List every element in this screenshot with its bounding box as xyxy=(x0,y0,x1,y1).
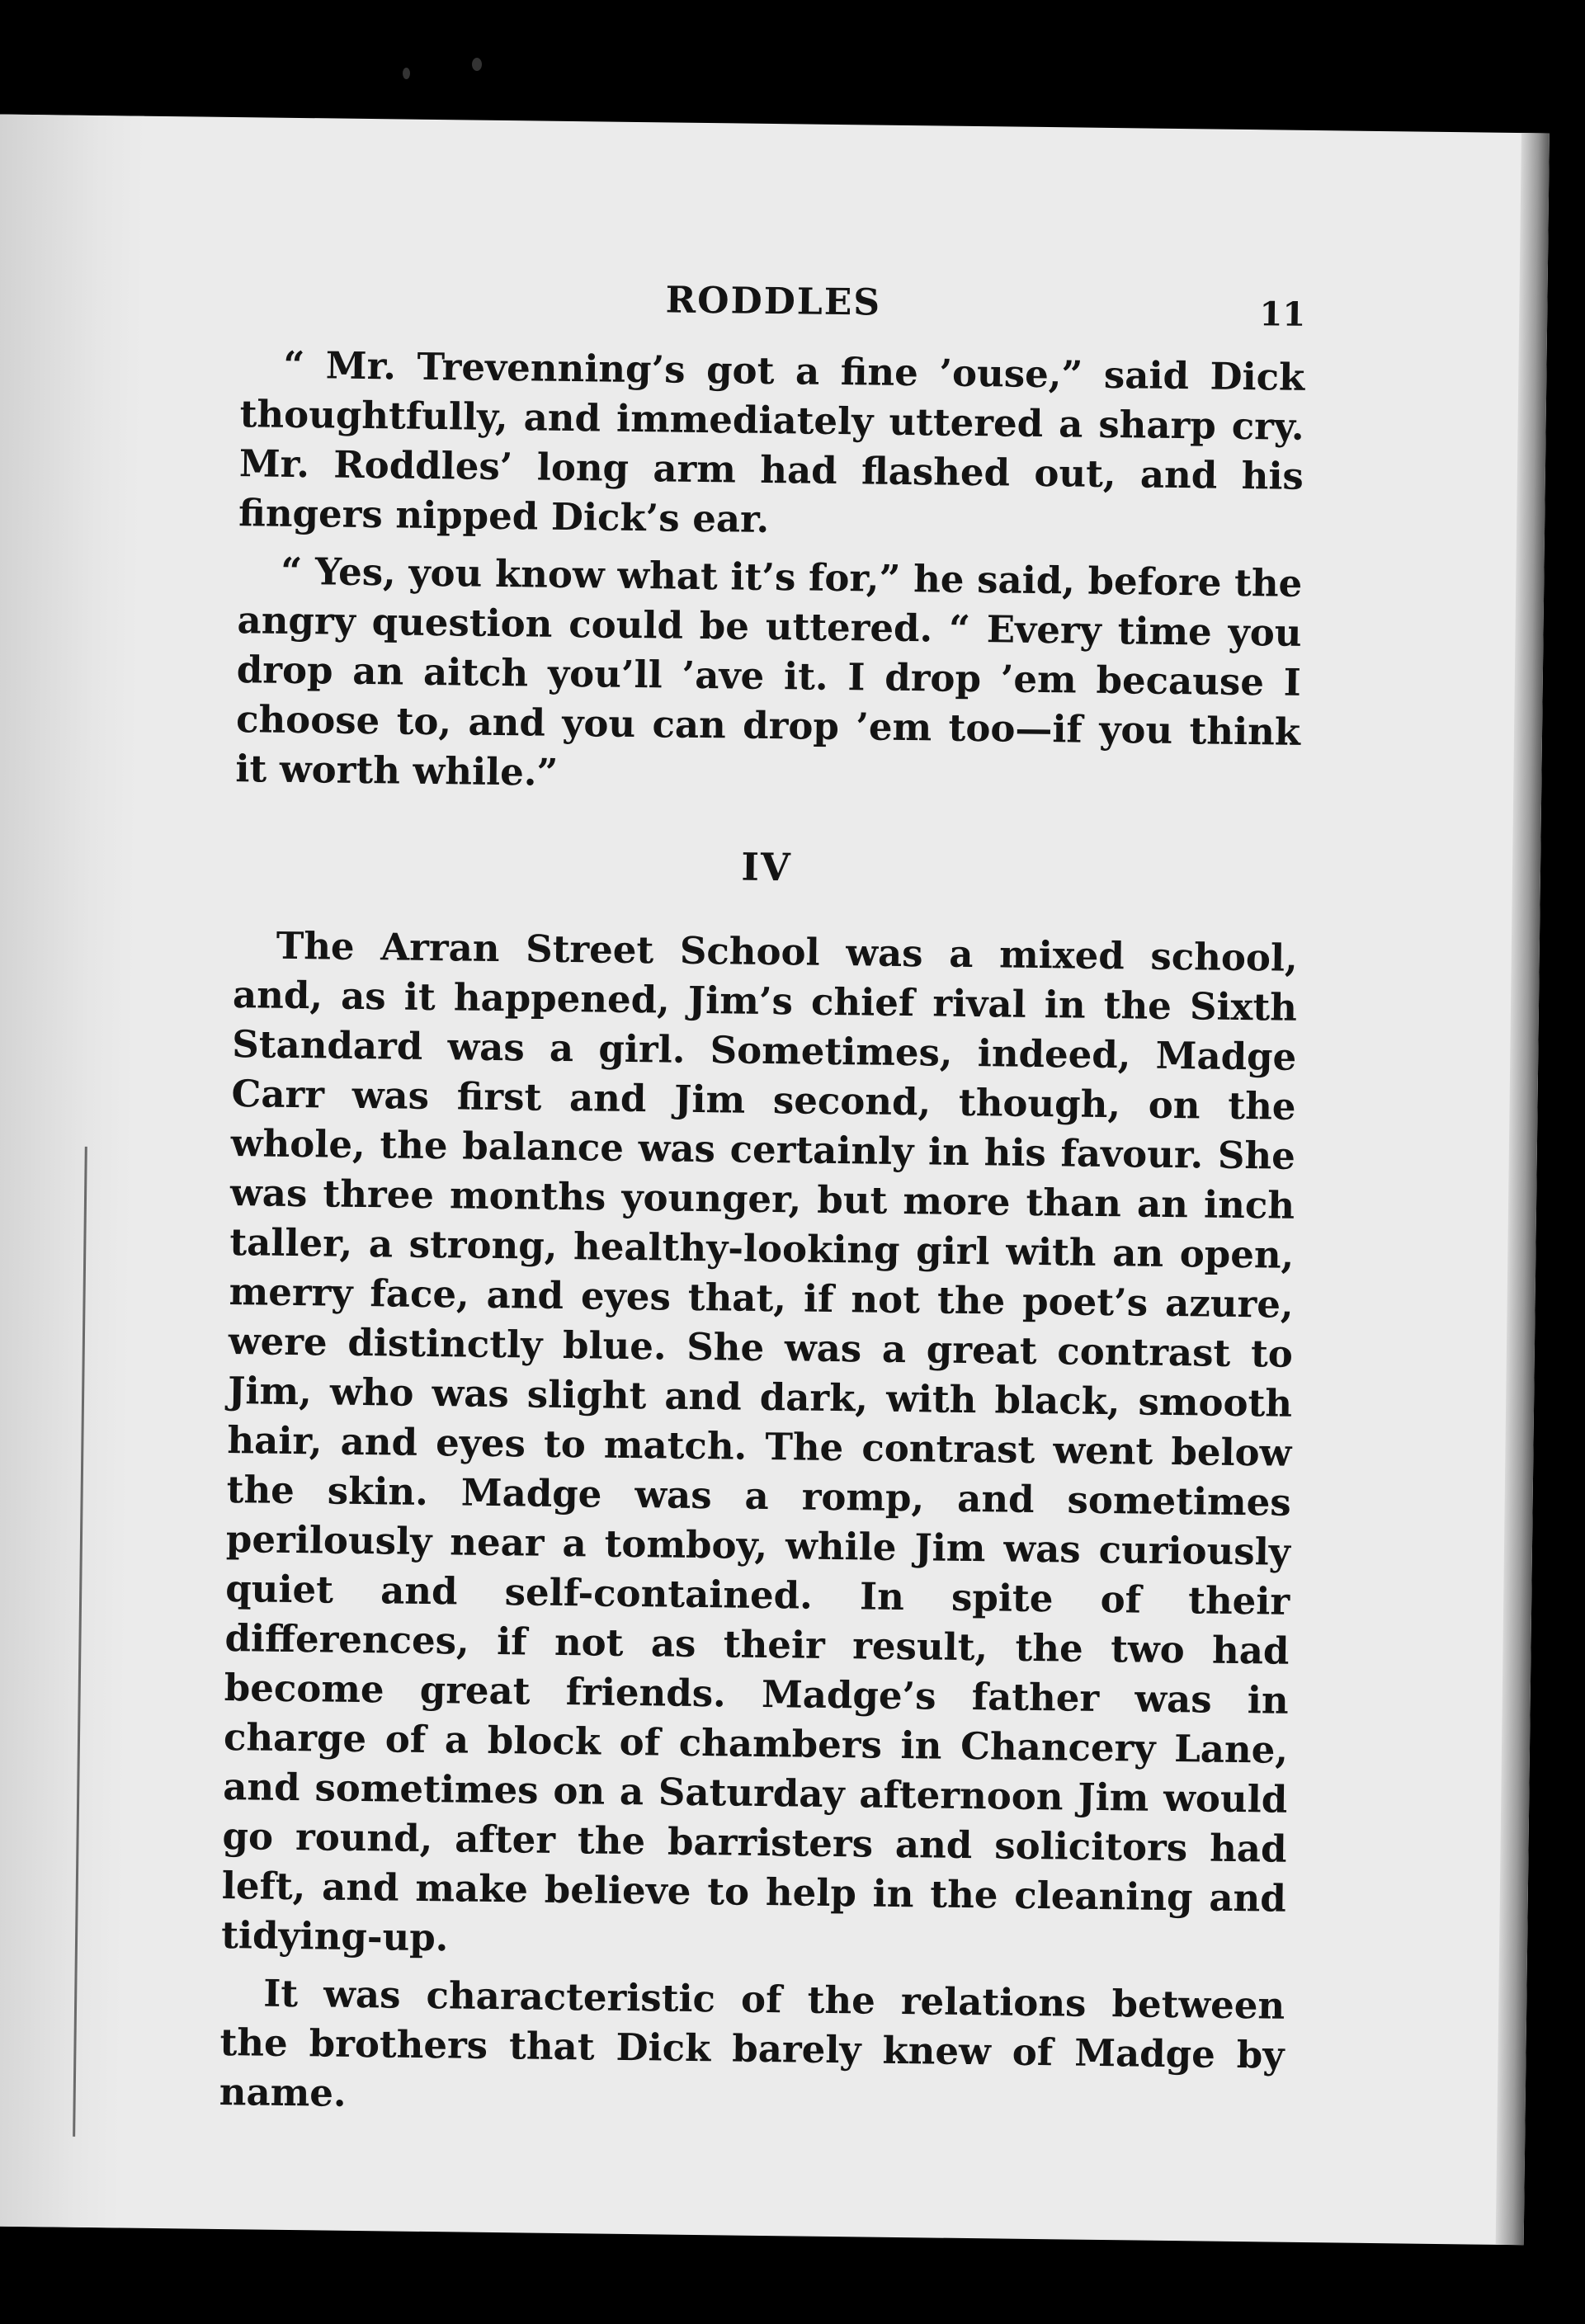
running-title: RODDLES xyxy=(665,279,882,324)
dust-speck xyxy=(403,68,410,79)
book-page xyxy=(0,115,1550,2246)
text-block xyxy=(219,274,1305,2130)
paragraph: It was characteristic of the relations between the brothers that Dick barely knew of Madge by name. xyxy=(219,1971,1285,2115)
paragraph: “ Yes, you know what it’s for,” he said, before the angry question could be uttered. “ Every time you drop an aitch you’ll ’ave it. I drop ’em because I choose to, and you can drop ’em too—if you think it worth while.” xyxy=(235,549,1303,794)
section-heading: IV xyxy=(741,844,792,890)
page-number: 11 xyxy=(1259,295,1306,334)
running-head xyxy=(241,274,1306,353)
page-gutter xyxy=(0,115,144,2228)
page-edge-shadow xyxy=(1496,133,1550,2245)
paragraph: “ Mr. Trevenning’s got a fine ’ouse,” said Dick thoughtfully, and immediately uttered a sharp cry. Mr. Roddles’ long arm had flashed out, and his fingers nipped Dick’s ear. xyxy=(238,342,1305,541)
paragraph: The Arran Street School was a mixed school, and, as it happened, Jim’s chief rival in the Sixth Standard was a girl. Sometimes, indeed, Madge Carr was first and Jim second, though, on the whole, the balance was certainly in his favour. She was three months younger, but more than an inch taller, a strong, healthy-looking girl with an open, merry face, and eyes that, if not the poet’s azure, were distinctly blue. She was a great contrast to Jim, who was slight and dark, with black, smooth hair, and eyes to match. The contrast went below the skin. Madge was a romp, and sometimes perilously near a tomboy, while Jim was curiously quiet and self-contained. In spite of their differences, if not as their result, the two had become great friends. Madge’s father was in charge of a block of chambers in Chancery Lane, and sometimes on a Saturday afternoon Jim would go round, after the barristers and solicitors had left, and make believe to help in the cleaning and tidying-up. xyxy=(220,923,1299,1960)
dust-speck xyxy=(472,58,482,71)
